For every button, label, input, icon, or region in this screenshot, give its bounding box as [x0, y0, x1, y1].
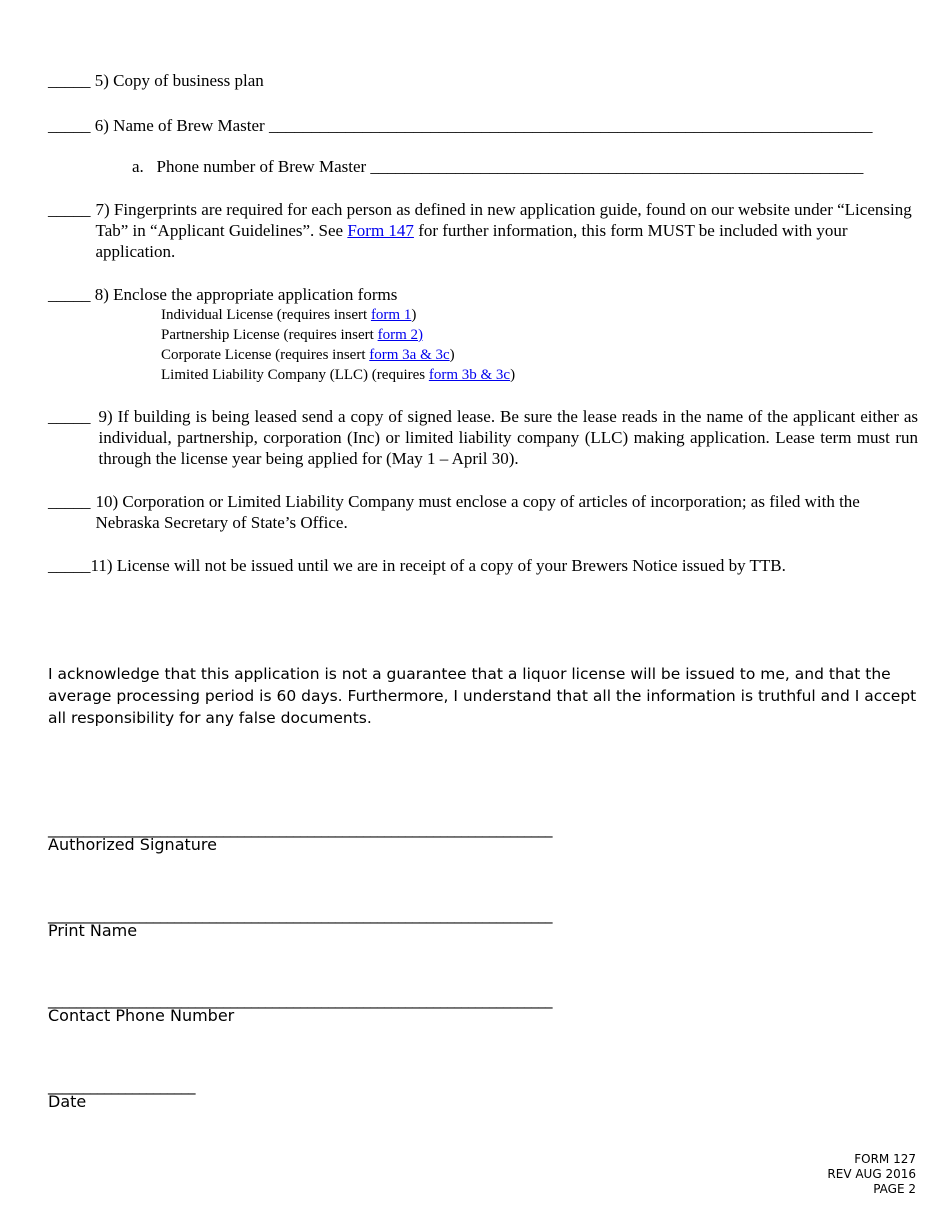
date-label: Date — [48, 1092, 87, 1111]
item-6a — [132, 156, 863, 177]
sub-text: ) — [449, 347, 455, 363]
sub-text: Limited Liability Company (LLC) (requires — [161, 367, 429, 383]
item-6-blank[interactable]: _____ — [48, 116, 91, 135]
authorized-signature-label: Authorized Signature — [48, 835, 217, 854]
item-10-blank[interactable]: _____ — [48, 492, 91, 511]
item-8-sub-llc — [161, 365, 515, 385]
item-7-text-before: 7) Fingerprints are required for each person as defined in new application guide, found on our website under “Licensing Tab” in “Applicant Guidelines”. See — [95, 200, 912, 240]
footer-page-number: PAGE 2 — [873, 1182, 916, 1196]
item-7-blank[interactable]: _____ — [48, 200, 91, 219]
item-5-text: 5) Copy of business plan — [94, 71, 264, 90]
page-footer — [827, 1152, 916, 1197]
item-7 — [48, 199, 918, 262]
item-11-text: 11) License will not be issued until we are in receipt of a copy of your Brewers Notice issued by TTB. — [90, 556, 786, 575]
footer-revision: REV AUG 2016 — [827, 1167, 916, 1181]
sub-text: ) — [411, 307, 417, 323]
item-8-sub-partnership — [161, 325, 423, 345]
date-line[interactable]: _____________________ — [48, 1077, 195, 1095]
acknowledgement-text: I acknowledge that this application is not a guarantee that a liquor license will be issued to me, and that the average processing period is 60 days. Furthermore, I understand that all the information is truthful and I accept all responsibility for any false documents. — [48, 665, 917, 727]
item-9 — [48, 406, 918, 469]
item-9-blank[interactable]: _____ — [48, 407, 91, 426]
print-name-label: Print Name — [48, 921, 138, 940]
item-8-sub-corporate — [161, 345, 455, 365]
item-8-blank[interactable]: _____ — [48, 285, 91, 304]
form-1-link[interactable]: form 1 — [370, 307, 412, 323]
sub-text: ) — [510, 367, 516, 383]
item-6a-text: Phone number of Brew Master — [156, 157, 367, 176]
contact-phone-label: Contact Phone Number — [48, 1006, 235, 1025]
item-7-text-after: for further information, this form MUST be included with your application. — [95, 221, 848, 261]
item-10 — [48, 491, 918, 533]
item-5 — [48, 70, 264, 91]
brew-master-phone-line[interactable]: __________________________________________________________ — [370, 157, 864, 176]
item-10-text: 10) Corporation or Limited Liability Company must enclose a copy of articles of incorporation; as filed with the Nebraska Secretary of State’s Office. — [95, 492, 860, 532]
form-3a-3c-link[interactable]: form 3a & 3c — [369, 347, 450, 363]
contact-phone-line[interactable]: ________________________________________________________________________ — [48, 991, 552, 1009]
sub-text: Corporate License (requires insert — [161, 347, 370, 363]
item-11 — [48, 555, 786, 576]
footer-form-number: FORM 127 — [854, 1152, 916, 1166]
item-5-blank[interactable]: _____ — [48, 71, 91, 90]
authorized-signature-line[interactable]: ________________________________________________________________________ — [48, 820, 552, 838]
item-8-text: 8) Enclose the appropriate application forms — [94, 285, 398, 304]
print-name-line[interactable]: ________________________________________________________________________ — [48, 906, 552, 924]
item-6-text: 6) Name of Brew Master — [94, 116, 265, 135]
item-8-sub-individual — [161, 305, 416, 325]
item-9-text: 9) If building is being leased send a copy of signed lease. Be sure the lease reads in the name of the applicant either as individual, partnership, corporation (Inc) or limited liability company (LLC) making application. Lease term must run through the license year being applied for (May 1 – April 30). — [98, 407, 918, 468]
item-11-blank[interactable]: _____ — [48, 556, 91, 575]
form-147-link[interactable]: Form 147 — [347, 221, 414, 240]
sub-text: Partnership License (requires insert — [161, 327, 378, 343]
item-8 — [48, 284, 397, 305]
item-6 — [48, 115, 872, 136]
sub-text: Individual License (requires insert — [161, 307, 371, 323]
brew-master-name-line[interactable]: _______________________________________________________________________ — [268, 116, 873, 135]
form-3b-3c-link[interactable]: form 3b & 3c — [428, 367, 511, 383]
item-6a-marker: a. — [132, 157, 144, 176]
form-2-link[interactable]: form 2) — [377, 327, 423, 343]
